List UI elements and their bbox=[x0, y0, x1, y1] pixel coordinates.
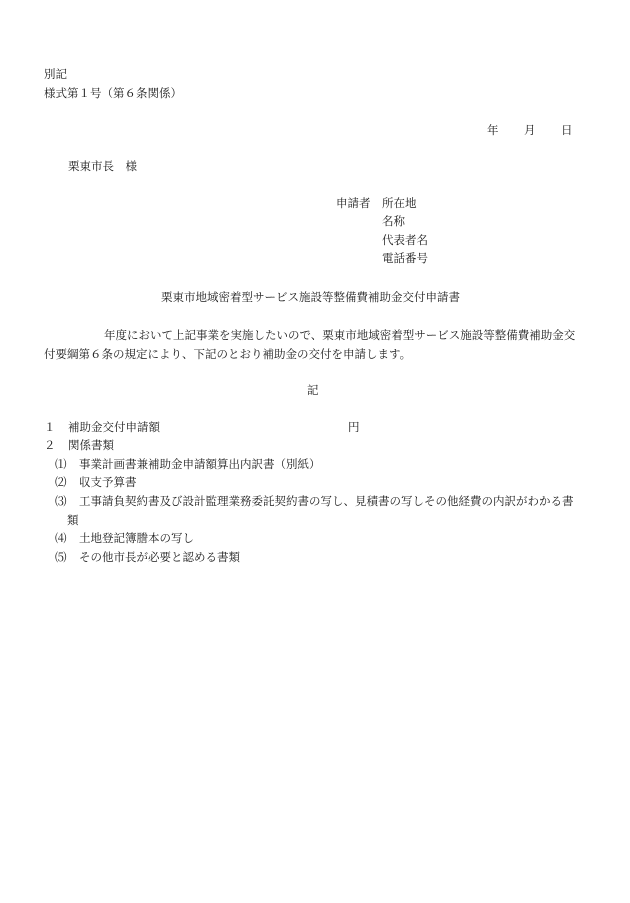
form-number: 様式第１号（第６条関係） bbox=[44, 86, 182, 100]
attachment-label: 別記 bbox=[44, 67, 67, 81]
list-item-number: ⑶ bbox=[55, 494, 67, 508]
item-label: 補助金交付申請額 bbox=[68, 420, 160, 434]
item-number: ２ bbox=[44, 438, 56, 452]
list-item-text: 土地登記簿謄本の写し bbox=[79, 531, 194, 545]
list-item-text: 収支予算書 bbox=[79, 475, 137, 489]
applicant-field-address: 所在地 bbox=[382, 196, 417, 210]
body-paragraph: 年度において上記事業を実施したいので、栗東市地域密着型サービス施設等整備費補助金交付要綱第６条の規定により、下記のとおり補助金の交付を申請します。 bbox=[44, 328, 576, 361]
ki-heading: 記 bbox=[307, 383, 319, 397]
list-item-number: ⑵ bbox=[55, 475, 67, 489]
date-month-label: 月 bbox=[524, 123, 536, 137]
addressee: 栗東市長 様 bbox=[68, 159, 137, 173]
item-label: 関係書類 bbox=[68, 438, 114, 452]
applicant-field-representative: 代表者名 bbox=[382, 233, 428, 247]
list-item-text: 工事請負契約書及び設計監理業務委託契約書の写し、見積書の写しその他経費の内訳がわかる書 bbox=[79, 494, 574, 508]
list-item-number: ⑴ bbox=[55, 457, 67, 471]
applicant-field-name: 名称 bbox=[382, 214, 405, 228]
applicant-field-phone: 電話番号 bbox=[382, 251, 428, 265]
list-item-continuation: 類 bbox=[67, 513, 79, 527]
list-item-text: 事業計画書兼補助金申請額算出内訳書（別紙） bbox=[79, 457, 321, 471]
date-year-label: 年 bbox=[487, 123, 499, 137]
list-item-number: ⑸ bbox=[55, 550, 67, 564]
list-item-text: その他市長が必要と認める書類 bbox=[79, 550, 240, 564]
document-title: 栗東市地域密着型サービス施設等整備費補助金交付申請書 bbox=[161, 290, 460, 304]
applicant-label: 申請者 bbox=[336, 196, 371, 210]
amount-unit: 円 bbox=[348, 420, 360, 434]
date-day-label: 日 bbox=[561, 123, 573, 137]
list-item-number: ⑷ bbox=[55, 531, 67, 545]
item-number: １ bbox=[44, 420, 56, 434]
